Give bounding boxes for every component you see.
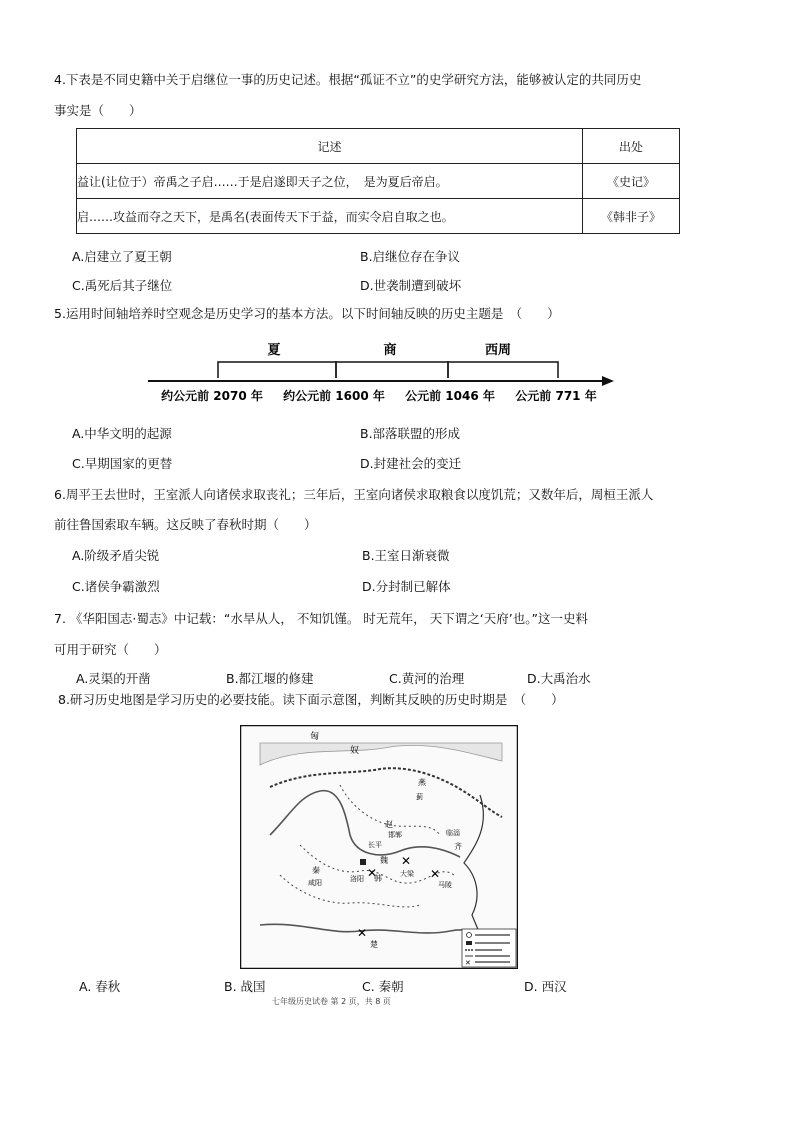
- map-label: 楚: [370, 940, 378, 949]
- q8-historical-map: [240, 725, 518, 969]
- timeline-date-2: 约公元前 1600 年: [283, 389, 385, 403]
- svg-text:✕: ✕: [465, 959, 471, 967]
- timeline-period-xia: 夏: [267, 343, 281, 358]
- timeline-bracket-shang: [336, 362, 448, 378]
- q4-stem-line1: 4.下表是不同史籍中关于启继位一事的历史记述。根据“孤证不立”的史学研究方法，能够被认定的共同历史: [54, 72, 642, 87]
- battle-marker-icon: ✕: [367, 866, 378, 880]
- table-cell-source: 《韩非子》: [583, 199, 680, 234]
- map-label: 奴: [350, 746, 360, 756]
- map-label: 匈: [310, 732, 320, 742]
- table-cell-source: 《史记》: [583, 164, 680, 199]
- battle-marker-icon: ✕: [401, 854, 412, 868]
- map-label: 燕: [418, 778, 426, 787]
- q7-option-a[interactable]: A.灵渠的开凿: [76, 671, 151, 686]
- timeline-arrow-icon: [602, 376, 614, 386]
- q4-option-c[interactable]: C.禹死后其子继位: [72, 278, 173, 293]
- q6-option-d[interactable]: D.分封制已解体: [362, 579, 451, 594]
- timeline-date-4: 公元前 771 年: [515, 389, 597, 403]
- map-label: 马陵: [438, 881, 452, 889]
- map-label: 临淄: [446, 829, 460, 837]
- map-label: 长平: [368, 841, 382, 849]
- map-legend: [462, 929, 516, 967]
- table-cell-record: 益让(让位于）帝禹之子启……于是启遂即天子之位， 是为夏后帝启。: [77, 164, 583, 199]
- q5-option-a[interactable]: A.中华文明的起源: [72, 426, 172, 441]
- q7-option-b[interactable]: B.都江堰的修建: [226, 671, 314, 686]
- q5-timeline: [140, 330, 620, 410]
- page-footer: 七年级历史试卷 第 2 页，共 8 页: [272, 997, 391, 1006]
- map-label: 邯郸: [388, 831, 402, 839]
- map-label: 秦: [312, 866, 320, 875]
- q6-option-c[interactable]: C.诸侯争霸激烈: [72, 579, 160, 594]
- q4-source-table: [76, 128, 680, 234]
- timeline-period-shang: 商: [383, 343, 397, 358]
- q7-option-c[interactable]: C.黄河的治理: [389, 671, 465, 686]
- table-header-row: [77, 129, 680, 164]
- timeline-date-3: 公元前 1046 年: [405, 389, 495, 403]
- map-label: 大梁: [400, 870, 414, 878]
- q6-option-b[interactable]: B.王室日渐衰微: [362, 548, 450, 563]
- q4-option-a[interactable]: A.启建立了夏王朝: [72, 249, 172, 264]
- q7-stem-line1: 7. 《华阳国志·蜀志》中记载：“水旱从人， 不知饥馑。 时无荒年， 天下谓之‘天府’也。”这一史料: [54, 611, 588, 626]
- q6-stem-line1: 6.周平王去世时，王室派人向诸侯求取丧礼；三年后，王室向诸侯求取粮食以度饥荒；又数年后，周桓王派人: [54, 487, 654, 502]
- q5-stem: 5.运用时间轴培养时空观念是历史学习的基本方法。以下时间轴反映的历史主题是 （ ）: [54, 306, 560, 321]
- q5-option-d[interactable]: D.封建社会的变迁: [360, 456, 462, 471]
- capital-marker-icon: [360, 859, 366, 865]
- table-header-source: 出处: [583, 129, 680, 164]
- q4-option-b[interactable]: B.启继位存在争议: [360, 249, 461, 264]
- battle-marker-icon: ✕: [430, 867, 441, 881]
- timeline-bracket-xizhou: [448, 362, 558, 378]
- q6-stem-line2: 前往鲁国索取车辆。这反映了春秋时期（ ）: [54, 517, 317, 532]
- timeline-bracket-xia: [218, 362, 336, 378]
- q7-stem-line2: 可用于研究（ ）: [54, 642, 167, 657]
- battle-marker-icon: ✕: [357, 926, 368, 940]
- q7-option-d[interactable]: D.大禹治水: [527, 671, 591, 686]
- map-label: 齐: [454, 842, 462, 851]
- map-label: 魏: [380, 856, 388, 865]
- q8-option-a[interactable]: A. 春秋: [79, 979, 121, 994]
- table-row: [77, 199, 680, 234]
- map-label: 蓟: [416, 793, 423, 801]
- q4-stem-line2: 事实是（ ）: [54, 103, 142, 118]
- map-label: 韩: [374, 874, 382, 883]
- q8-option-d[interactable]: D. 西汉: [524, 979, 567, 994]
- timeline-date-1: 约公元前 2070 年: [161, 389, 263, 403]
- q4-option-d[interactable]: D.世袭制遭到破坏: [360, 278, 462, 293]
- map-label: 洛阳: [350, 875, 364, 883]
- table-row: [77, 164, 680, 199]
- map-label: 咸阳: [308, 879, 322, 887]
- table-header-record: 记述: [77, 129, 583, 164]
- table-cell-record: 启……攻益而夺之天下，是禹名(表面传天下于益，而实令启自取之也。: [77, 199, 583, 234]
- q8-stem: 8.研习历史地图是学习历史的必要技能。读下面示意图，判断其反映的历史时期是 （ ）: [58, 692, 564, 707]
- q8-option-c[interactable]: C. 秦朝: [362, 979, 404, 994]
- q5-option-b[interactable]: B.部落联盟的形成: [360, 426, 461, 441]
- map-label: 赵: [385, 820, 393, 829]
- q5-option-c[interactable]: C.早期国家的更替: [72, 456, 173, 471]
- q8-option-b[interactable]: B. 战国: [224, 979, 266, 994]
- timeline-period-xizhou: 西周: [484, 343, 512, 358]
- q6-option-a[interactable]: A.阶级矛盾尖锐: [72, 548, 160, 563]
